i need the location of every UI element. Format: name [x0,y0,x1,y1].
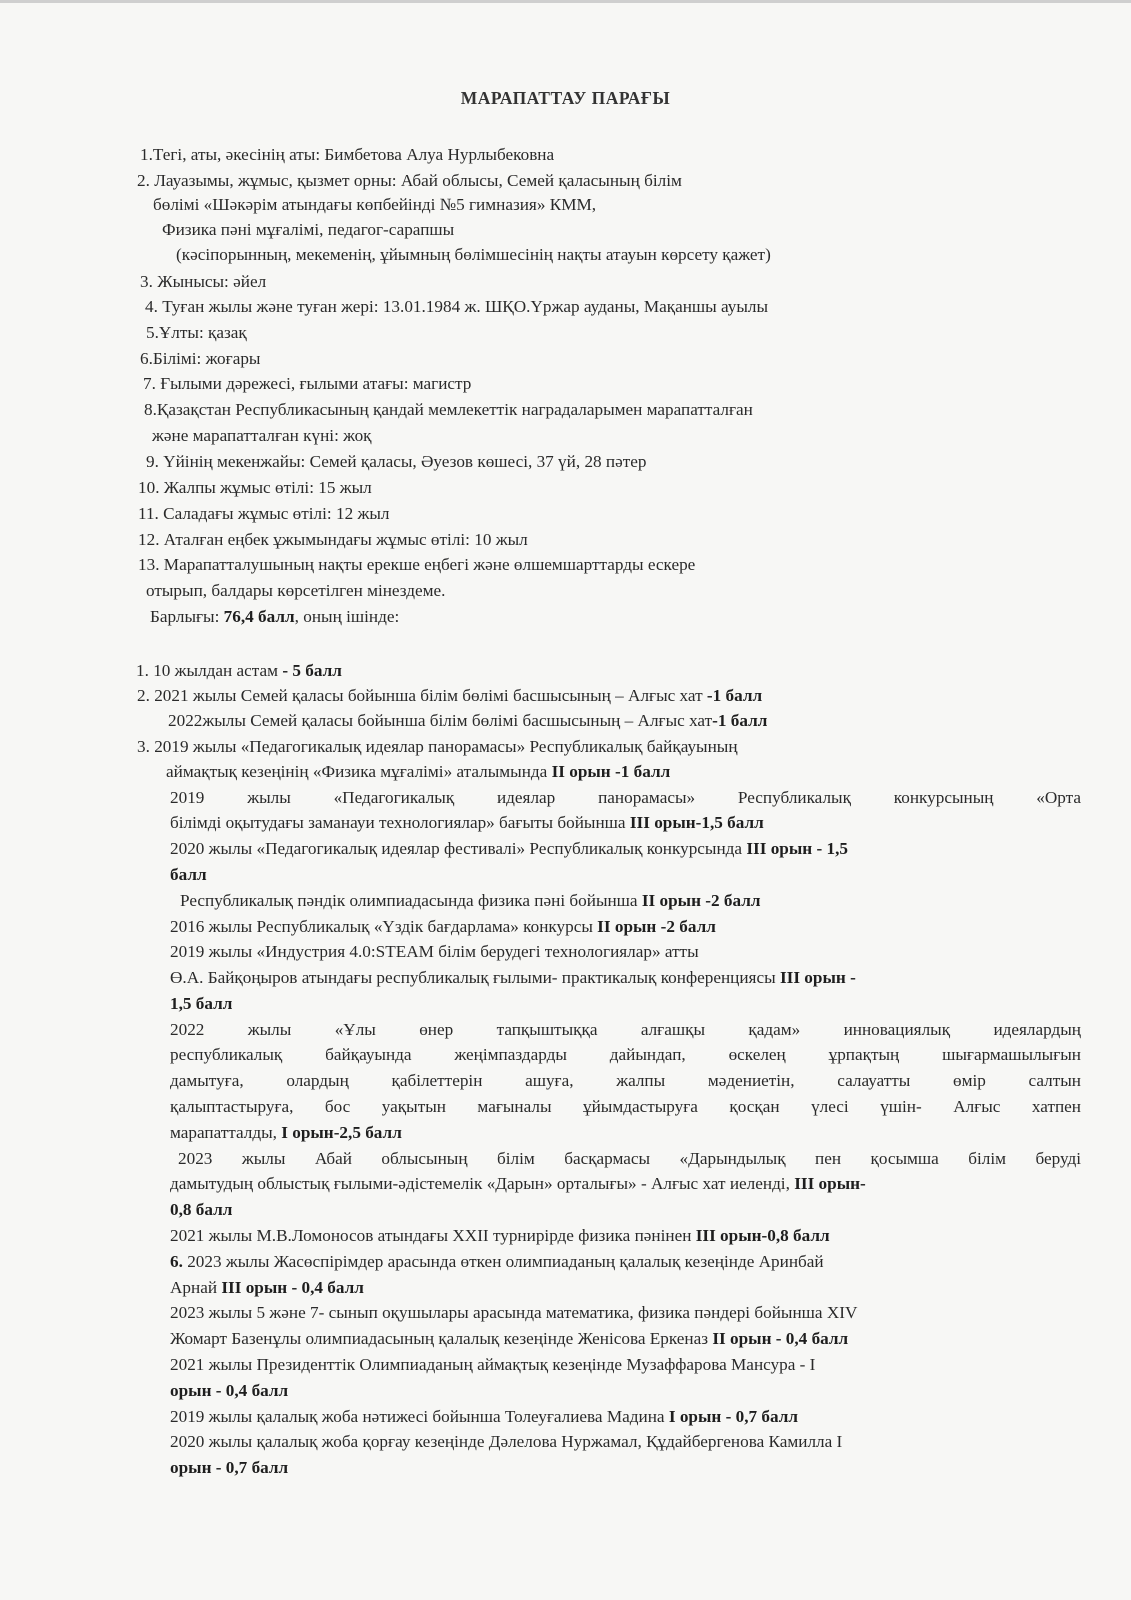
achievement-item: республикалық байқауында жеңімпаздарды дайындап, өскелең ұрпақтың шығармашылығын [170,1045,1081,1064]
achievement-item: 2023 жылы 5 және 7- сынып оқушылары арасында математика, физика пәндері бойынша XIV [170,1303,858,1322]
field-characteristic: 13. Марапатталушының нақты ерекше еңбегі және өлшемшарттарды ескере [138,555,696,574]
achievement-item: марапатталды, І орын-2,5 балл [170,1123,402,1142]
achievement-item: Республикалық пәндік олимпиадасында физика пәні бойынша ІІ орын -2 балл [180,891,761,910]
score: балл [170,865,207,884]
score: 0,8 балл [170,1200,233,1219]
achievement-item: дамытуға, олардың қабілеттерін ашуға, жалпы мәдениетін, салауатты өмір салтын [170,1071,1081,1090]
field-full-name: 1.Тегі, аты, әкесінің аты: Бимбетова Алуа Нурлыбековна [140,145,555,164]
score: 1,5 балл [170,994,233,1013]
score: ІІІ орын - 0,4 балл [221,1278,364,1297]
achievement-item: дамытудың облыстық ғылыми-әдістемелік «Дарын» орталығы» - Алғыс хат иеленді, ІІІ орын- [170,1174,866,1193]
score: ІІ орын -2 балл [597,917,716,936]
achievement-item: Жомарт Базенұлы олимпиадасының қалалық кезеңінде Женісова Еркеназ ІІ орын - 0,4 балл [170,1329,849,1348]
achievement-item: 2. 2021 жылы Семей қаласы бойынша білім бөлімі басшысының – Алғыс хат -1 балл [137,686,763,705]
score: ІІ орын -1 балл [551,762,671,781]
achievement-item: 3. 2019 жылы «Педагогикалық идеялар панорамасы» Республикалық байқауының [137,737,738,756]
total-score-line [150,606,399,628]
achievement-item: 2021 жылы М.В.Ломоносов атындағы XXII турнирірде физика пәнінен ІІІ орын-0,8 балл [170,1226,830,1245]
achievement-item: қалыптастыруға, бос уақытын мағыналы ұйымдастыруға қосқан үлесі үшін- Алғыс хатпен [170,1097,1081,1116]
score: ІІІ орын-1,5 балл [629,813,764,832]
score: орын - 0,7 балл [170,1458,289,1477]
achievement-item: білімді оқытудағы заманауи технологиялар» бағыты бойынша ІІІ орын-1,5 балл [170,813,764,832]
achievement-item: 2019 жылы «Индустрия 4.0:STEAM білім берудегі технологиялар» атты [170,942,699,961]
field-education: 6.Білімі: жоғары [140,349,261,368]
achievement-item: 2020 жылы «Педагогикалық идеялар фестивалі» Республикалық конкурсында ІІІ орын - 1,5 [170,839,848,858]
total-label: Барлығы: [150,607,224,626]
field-collective-experience: 12. Аталған еңбек ұжымындағы жұмыс өтілі: 10 жыл [138,530,528,549]
score: - 5 балл [282,661,342,680]
score: І орын - 0,7 балл [668,1407,799,1426]
total-suffix: , оның ішінде: [294,607,400,626]
total-score: 76,4 балл [223,607,295,626]
score: ІІ орын - 0,4 балл [712,1329,849,1348]
score: І орын-2,5 балл [281,1123,402,1142]
field-characteristic-cont: отырып, балдары көрсетілген мінездеме. [146,581,446,600]
score: ІІІ орын-0,8 балл [695,1226,830,1245]
scan-top-edge [0,0,1131,3]
achievement-item: 2020 жылы қалалық жоба қорғау кезеңінде Дәлелова Нуржамал, Құдайбергенова Камилла І [170,1432,843,1451]
score: ІІІ орын - [779,968,856,987]
achievement-item: 1. 10 жылдан астам - 5 балл [136,661,342,680]
field-address: 9. Үйінің мекенжайы: Семей қаласы, Әуезов көшесі, 37 үй, 28 пәтер [146,452,647,471]
field-birth: 4. Туған жылы және туған жері: 13.01.1984 ж. ШҚО.Үржар ауданы, Мақаншы ауылы [145,297,769,316]
achievement-item: 2023 жылы Абай облысының білім басқармасы «Дарындылық пен қосымша білім беруді [178,1149,1081,1168]
field-awards: 8.Қазақстан Республикасының қандай мемлекеттік наградаларымен марапатталған [144,400,753,419]
field-field-experience: 11. Саладағы жұмыс өтілі: 12 жыл [138,504,390,523]
item-number: 6. [170,1252,183,1271]
field-awards-cont: және марапатталған күні: жоқ [152,426,372,445]
achievement-item: 2022 жылы «Ұлы өнер тапқыштыққа алғашқы қадам» инновациялық идеялардың [170,1020,1081,1039]
achievement-item: Ө.А. Байқоңыров атындағы республикалық ғылыми- практикалық конференциясы ІІІ орын - [170,968,856,987]
field-position-cont: Физика пәні мұғалімі, педагог-сарапшы [162,220,455,239]
field-degree: 7. Ғылыми дәрежесі, ғылыми атағы: магистр [143,374,472,393]
field-position-cont: бөлімі «Шәкәрім атындағы көпбейінді №5 гимназия» КММ, [153,195,597,214]
achievement-item: Арнай ІІІ орын - 0,4 балл [170,1278,364,1297]
score: -1 балл [712,711,768,730]
document-title: МАРАПАТТАУ ПАРАҒЫ [460,88,671,108]
score: ІІІ орын - 1,5 [746,839,848,858]
score: -1 балл [706,686,763,705]
achievement-item: 2019 жылы «Педагогикалық идеялар панорамасы» Республикалық конкурсының «Орта [170,788,1081,807]
field-gender: 3. Жынысы: әйел [140,272,267,291]
field-total-experience: 10. Жалпы жұмыс өтілі: 15 жыл [138,478,372,497]
field-position-hint: (кәсіпорынның, мекеменің, ұйымның бөлімшесінің нақты атауын көрсету қажет) [176,245,771,264]
score: ІІІ орын- [794,1174,866,1193]
achievement-item: 2016 жылы Республикалық «Үздік бағдарлама» конкурсы ІІ орын -2 балл [170,917,716,936]
achievement-item: аймақтық кезеңінің «Физика мұғалімі» аталымында ІІ орын -1 балл [166,762,671,781]
achievement-item: 2022жылы Семей қаласы бойынша білім бөлімі басшысының – Алғыс хат-1 балл [168,711,768,730]
score: орын - 0,4 балл [170,1381,289,1400]
achievement-item: 2019 жылы қалалық жоба нәтижесі бойынша Толеуғалиева Мадина І орын - 0,7 балл [170,1407,799,1426]
field-nationality: 5.Ұлты: қазақ [146,323,247,342]
achievement-item: 6. 2023 жылы Жасөспірімдер арасында өткен олимпиаданың қалалық кезеңінде Аринбай [170,1252,824,1271]
field-position: 2. Лауазымы, жұмыс, қызмет орны: Абай облысы, Семей қаласының білім [137,171,682,190]
score: ІІ орын -2 балл [641,891,761,910]
achievement-item: 2021 жылы Президенттік Олимпиаданың аймақтық кезеңінде Музаффарова Мансура - І [170,1355,816,1374]
